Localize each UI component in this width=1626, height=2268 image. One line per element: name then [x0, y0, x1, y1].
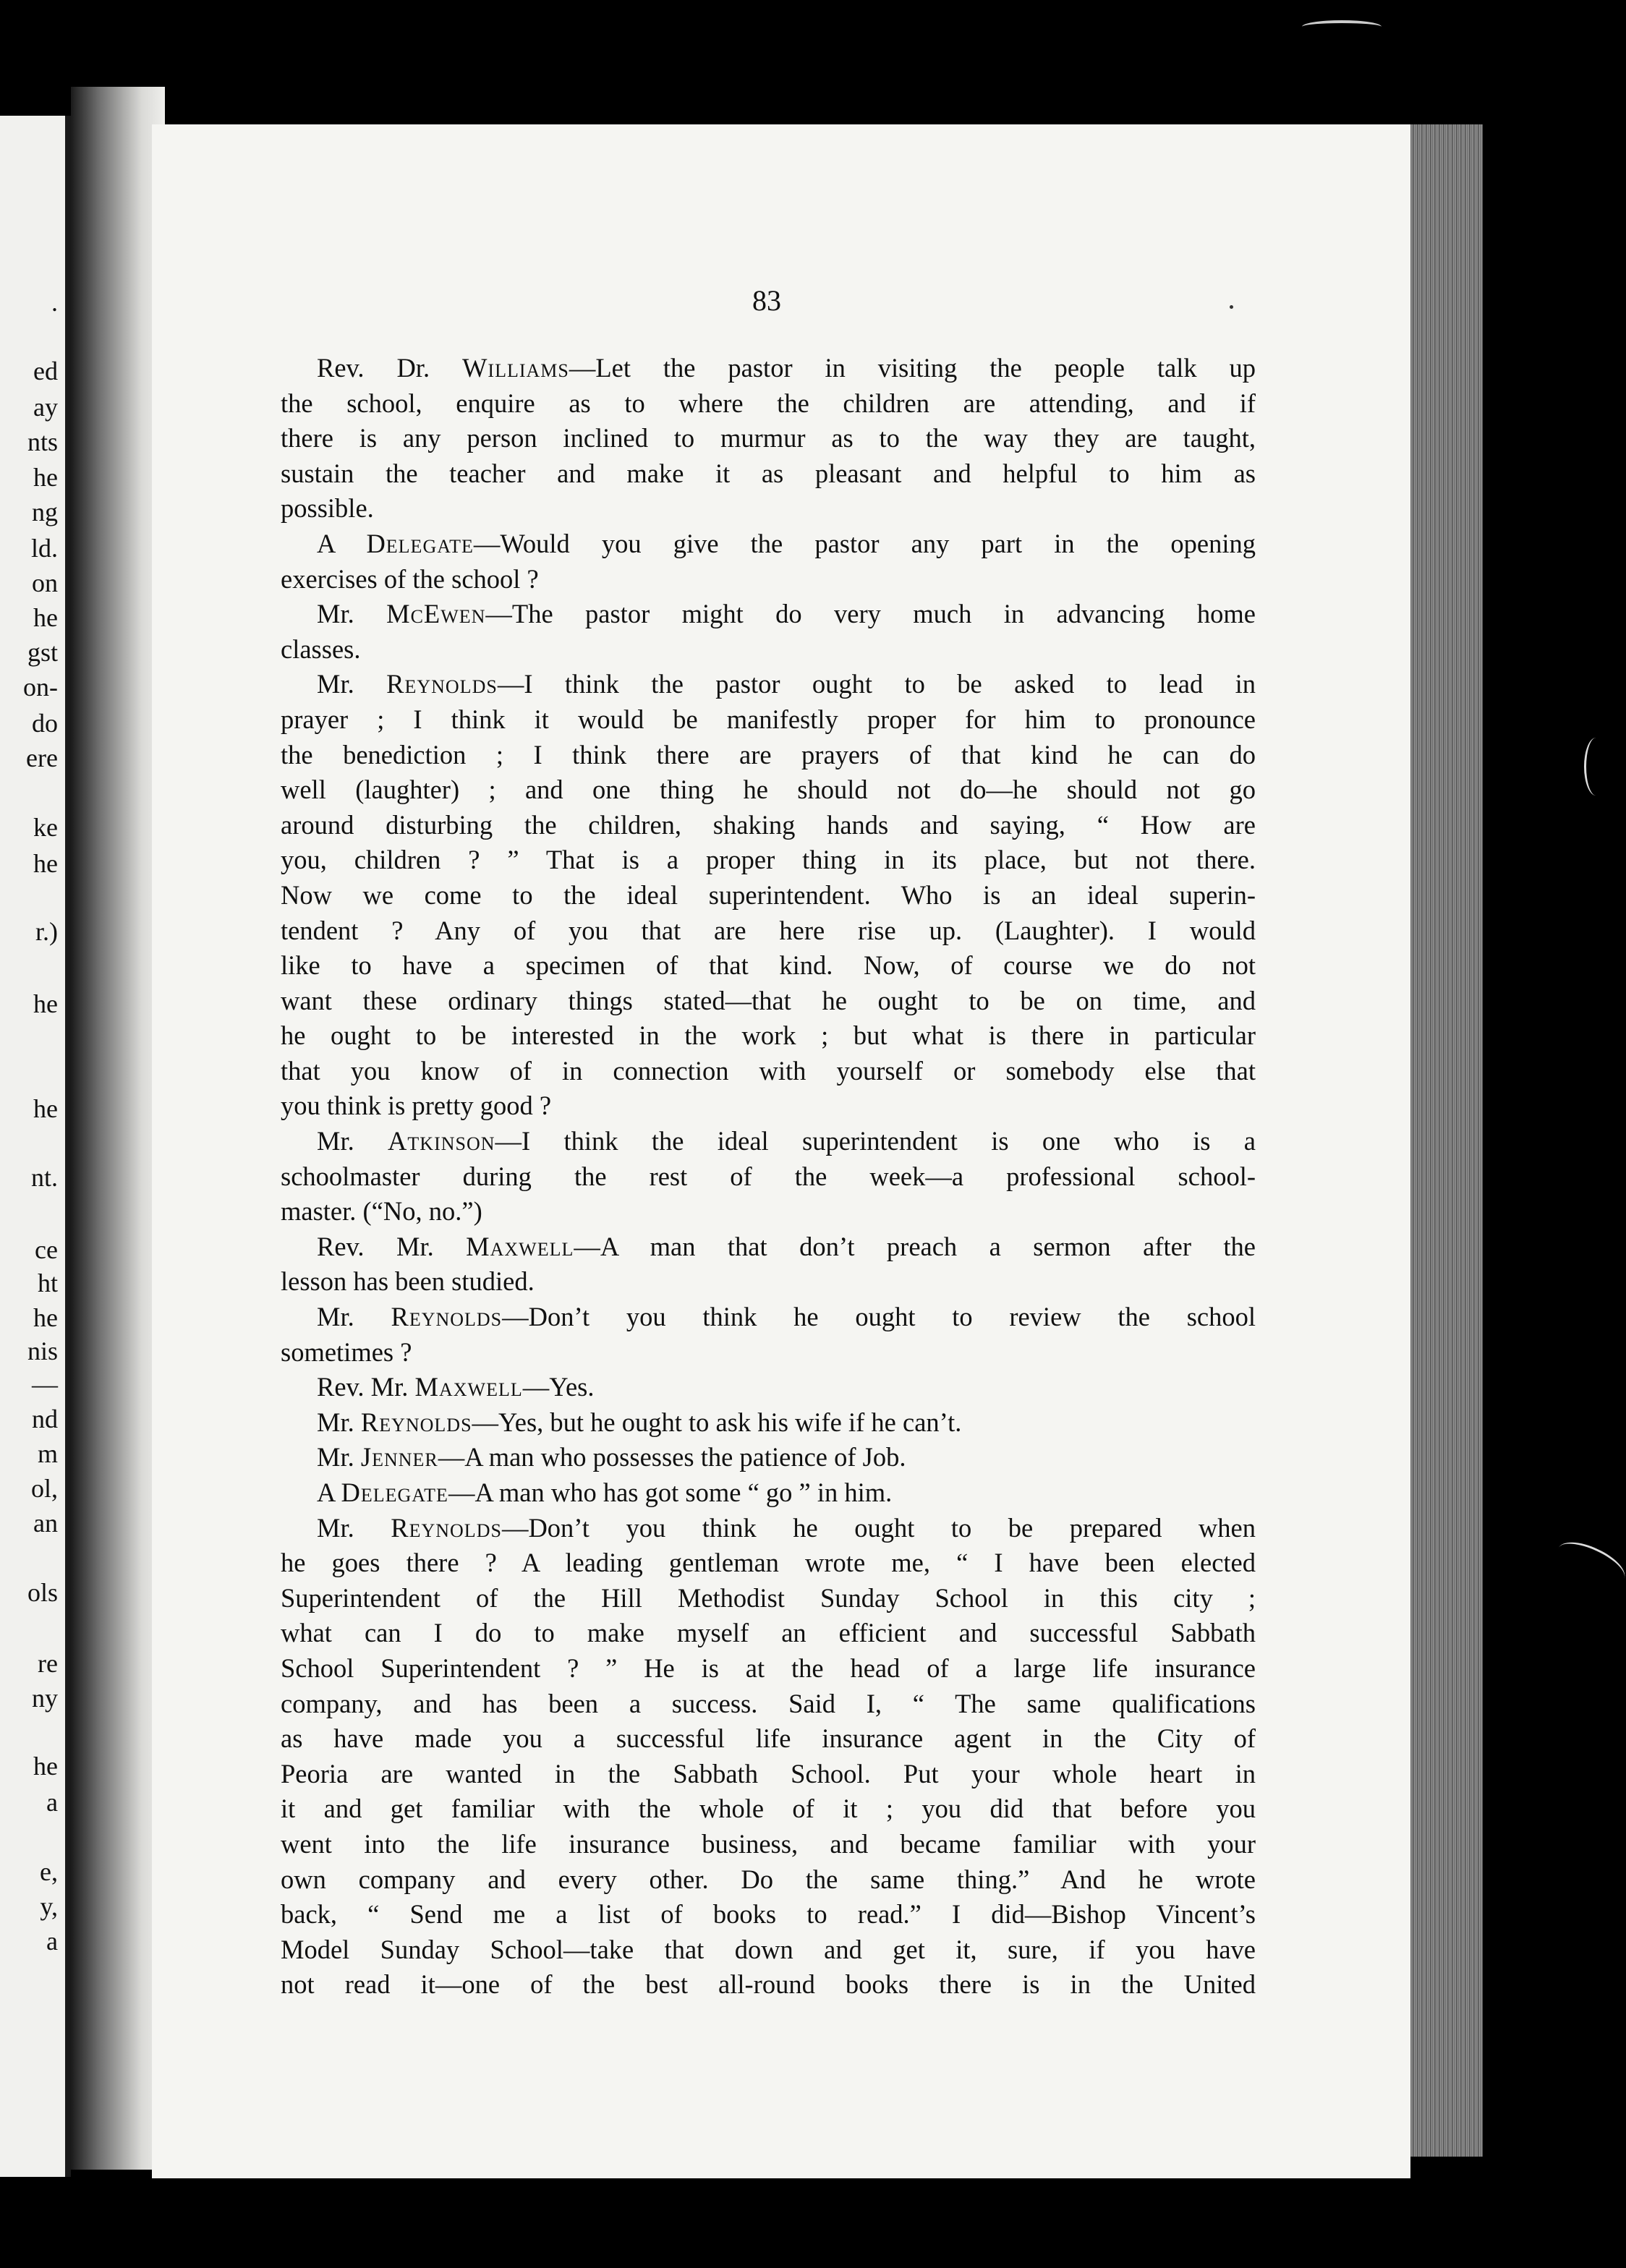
left-page-text-fragment: ere: [26, 743, 58, 772]
line-text: Peoria are wanted in the Sabbath School. Put your whole heart in: [281, 1758, 1256, 1789]
speaker-name: Reynolds: [386, 669, 498, 699]
line-text: —I think the pastor ought to be asked to lead in: [497, 669, 1256, 699]
line-text: company, and has been a success. Said I, “ The same qualifications: [281, 1688, 1256, 1718]
speaker-title: Mr.: [317, 599, 387, 629]
ink-speck: [1230, 305, 1233, 309]
line-text: as have made you a successful life insurance agent in the City of: [281, 1723, 1256, 1754]
line-text: sustain the teacher and make it as pleasant and helpful to him as: [281, 458, 1256, 488]
line-text: he ought to be interested in the work ; but what is there in particular: [281, 1020, 1256, 1051]
line-text: exercises of the school ?: [281, 563, 539, 594]
speaker-line: [281, 526, 1256, 562]
line-text: Model Sunday School—take that down and get it, sure, if you have: [281, 1934, 1256, 1964]
left-page-text-fragment: he: [33, 603, 58, 632]
left-page-text-fragment: ng: [32, 498, 58, 526]
line-text: —The pastor might do very much in advancing home: [485, 599, 1256, 629]
left-page-text-fragment: m: [37, 1439, 58, 1468]
speaker-line: [281, 1475, 1256, 1511]
line-text: Now we come to the ideal superintendent. Who is an ideal superin-: [281, 879, 1256, 910]
speaker-name: Maxwell: [414, 1372, 523, 1402]
text-line: [281, 984, 1256, 1019]
speaker-title: A: [317, 1478, 341, 1507]
speaker-name: Delegate: [341, 1478, 448, 1507]
book-gutter: [71, 87, 165, 2170]
line-text: classes.: [281, 634, 361, 664]
line-text: lesson has been studied.: [281, 1266, 535, 1297]
speaker-line: [281, 1440, 1256, 1475]
text-line: [281, 1757, 1256, 1792]
left-page-text-fragment: he: [33, 849, 58, 878]
line-text: not read it—one of the best all-round books there is in the United: [281, 1969, 1256, 2000]
text-line: [281, 562, 1256, 597]
text-line: [281, 1546, 1256, 1581]
text-line: [281, 1791, 1256, 1827]
speaker-title: Mr.: [317, 1302, 391, 1332]
line-text: what can I do to make myself an efficient and successful Sabbath: [281, 1618, 1256, 1648]
line-text: master. (“No, no.”): [281, 1196, 482, 1227]
left-page-text-fragment: a: [46, 1927, 58, 1956]
left-page-text-fragment: gst: [27, 638, 58, 667]
text-line: [281, 1967, 1256, 2003]
speaker-name: Delegate: [366, 528, 474, 558]
text-line: [281, 632, 1256, 668]
left-page-text-fragment: do: [32, 709, 58, 738]
text-line: [281, 1054, 1256, 1089]
left-page-text-fragment: ay: [33, 393, 58, 422]
scan-mark: [1584, 738, 1608, 796]
line-text: Superintendent of the Hill Methodist Sunday School in this city ;: [281, 1582, 1256, 1613]
scan-mark: [1302, 20, 1382, 33]
speaker-title: Mr.: [317, 1512, 391, 1543]
left-page-fragment: [0, 116, 71, 2177]
text-line: [281, 1581, 1256, 1616]
speaker-title: Mr.: [317, 1407, 361, 1437]
line-text: possible.: [281, 493, 374, 524]
speaker-title: A: [317, 528, 367, 558]
speaker-name: McEwen: [386, 599, 486, 629]
text-line: [281, 1721, 1256, 1757]
line-text: —Don’t you think he ought to review the school: [502, 1302, 1256, 1332]
text-line: [281, 1862, 1256, 1898]
speaker-title: Mr.: [317, 1442, 361, 1472]
speaker-line: [281, 1370, 1256, 1405]
text-line: [281, 1018, 1256, 1054]
text-line: [281, 1159, 1256, 1195]
speaker-title: Mr.: [317, 1126, 388, 1156]
line-text: around disturbing the children, shaking hands and saying, “ How are: [281, 809, 1256, 840]
left-page-text-fragment: on-: [23, 673, 58, 702]
line-text: want these ordinary things stated—that he ought to be on time, and: [281, 985, 1256, 1015]
line-text: —A man who has got some “ go ” in him.: [448, 1478, 893, 1507]
left-page-text-fragment: ke: [33, 813, 58, 842]
line-text: that you know of in connection with yourself or somebody else that: [281, 1055, 1256, 1086]
left-page-text-fragment: ld.: [30, 534, 58, 563]
left-page-text-fragment: he: [33, 1303, 58, 1332]
line-text: —I think the ideal superintendent is one who is a: [495, 1126, 1256, 1156]
speaker-name: Reynolds: [360, 1407, 472, 1437]
line-text: you, children ? ” That is a proper thing in its place, but not there.: [281, 845, 1256, 875]
left-page-text-fragment: nis: [27, 1336, 58, 1365]
speaker-name: Williams: [461, 353, 569, 383]
scan-mark: [1552, 1534, 1626, 1593]
left-page-text-fragment: nd: [32, 1404, 58, 1433]
speaker-title: Rev. Dr.: [317, 353, 462, 383]
text-line: [281, 1088, 1256, 1124]
speaker-title: Mr.: [317, 669, 387, 699]
text-line: [281, 386, 1256, 422]
left-page-text-fragment: he: [33, 1094, 58, 1123]
line-text: —Don’t you think he ought to be prepared when: [501, 1512, 1256, 1543]
left-page-text-fragment: ht: [37, 1269, 58, 1297]
line-text: —Yes.: [522, 1372, 595, 1402]
left-page-text-fragment: nts: [27, 427, 58, 456]
text-line: [281, 1827, 1256, 1862]
line-text: —Yes, but he ought to ask his wife if he can’t.: [472, 1407, 962, 1437]
speaker-name: Reynolds: [391, 1512, 502, 1543]
speaker-line: [281, 1124, 1256, 1159]
speaker-line: [281, 1405, 1256, 1441]
text-line: [281, 1264, 1256, 1300]
text-line: [281, 1932, 1256, 1968]
left-page-text-fragment: re: [38, 1649, 58, 1678]
text-line: [281, 738, 1256, 773]
speaker-line: [281, 667, 1256, 702]
line-text: it and get familiar with the whole of it ; you did that before you: [281, 1794, 1256, 1824]
speaker-name: Jenner: [360, 1442, 438, 1472]
text-line: [281, 421, 1256, 456]
speaker-name: Reynolds: [391, 1302, 503, 1332]
speaker-name: Atkinson: [388, 1126, 495, 1156]
text-line: [281, 1335, 1256, 1370]
text-line: [281, 878, 1256, 913]
line-text: went into the life insurance business, and became familiar with your: [281, 1828, 1256, 1859]
speaker-line: [281, 1511, 1256, 1546]
speaker-title: Rev. Mr.: [317, 1231, 467, 1261]
line-text: sometimes ?: [281, 1336, 412, 1367]
left-page-text-fragment: ce: [35, 1235, 58, 1264]
left-page-text-fragment: an: [33, 1509, 58, 1538]
line-text: —Would you give the pastor any part in the opening: [473, 528, 1256, 558]
line-text: prayer ; I think it would be manifestly proper for him to pronounce: [281, 704, 1256, 734]
left-page-text-fragment: ol,: [30, 1474, 58, 1503]
left-page-text-fragment: y,: [40, 1892, 58, 1921]
text-line: [281, 1651, 1256, 1687]
line-text: the benediction ; I think there are prayers of that kind he can do: [281, 739, 1256, 770]
text-line: [281, 702, 1256, 738]
line-text: back, “ Send me a list of books to read.” I did—Bishop Vincent’s: [281, 1899, 1256, 1930]
text-line: [281, 1897, 1256, 1932]
left-page-text-fragment: ed: [33, 357, 58, 385]
line-text: there is any person inclined to murmur as to the way they are taught,: [281, 423, 1256, 453]
text-line: [281, 1616, 1256, 1651]
text-line: [281, 491, 1256, 526]
left-page-text-fragment: ols: [27, 1578, 58, 1607]
text-line: [281, 772, 1256, 808]
speaker-line: [281, 597, 1256, 632]
page-number: 83: [752, 284, 781, 317]
line-text: —A man who possesses the patience of Job.: [438, 1442, 906, 1472]
speaker-line: [281, 351, 1256, 386]
line-text: School Superintendent ? ” He is at the head of a large life insurance: [281, 1653, 1256, 1683]
line-text: schoolmaster during the rest of the week—a professional school-: [281, 1161, 1256, 1191]
speaker-title: Rev. Mr.: [317, 1372, 415, 1402]
text-line: [281, 843, 1256, 878]
left-page-text-fragment: r.): [35, 917, 58, 946]
line-text: you think is pretty good ?: [281, 1091, 552, 1121]
speaker-line: [281, 1300, 1256, 1335]
line-text: —Let the pastor in visiting the people talk up: [569, 353, 1256, 383]
text-line: [281, 948, 1256, 984]
page-text: [281, 351, 1256, 2003]
left-page-text-fragment: nt.: [30, 1163, 58, 1192]
page-edges: [1410, 124, 1483, 2157]
line-text: —A man that don’t preach a sermon after the: [574, 1231, 1256, 1261]
text-line: [281, 913, 1256, 949]
speaker-name: Maxwell: [466, 1231, 574, 1261]
line-text: like to have a specimen of that kind. Now, of course we do not: [281, 950, 1256, 981]
line-text: he goes there ? A leading gentleman wrote me, “ I have been elected: [281, 1548, 1256, 1578]
text-line: [281, 456, 1256, 492]
left-page-text-fragment: he: [33, 989, 58, 1018]
left-page-text-fragment: a: [46, 1788, 58, 1817]
line-text: the school, enquire as to where the children are attending, and if: [281, 388, 1256, 418]
left-page-text-fragment: .: [51, 288, 58, 317]
left-page-text-fragment: he: [33, 1752, 58, 1781]
left-page-text-fragment: —: [32, 1370, 58, 1399]
line-text: own company and every other. Do the same thing.” And he wrote: [281, 1864, 1256, 1894]
speaker-line: [281, 1229, 1256, 1265]
left-page-text-fragment: ny: [32, 1684, 58, 1713]
left-page-text-fragment: on: [32, 568, 58, 597]
text-line: [281, 1194, 1256, 1229]
text-line: [281, 1687, 1256, 1722]
text-line: [281, 808, 1256, 843]
line-text: well (laughter) ; and one thing he should not do—he should not go: [281, 775, 1256, 805]
left-page-text-fragment: he: [33, 463, 58, 492]
line-text: tendent ? Any of you that are here rise up. (Laughter). I would: [281, 915, 1256, 945]
left-page-text-fragment: e,: [40, 1857, 58, 1886]
